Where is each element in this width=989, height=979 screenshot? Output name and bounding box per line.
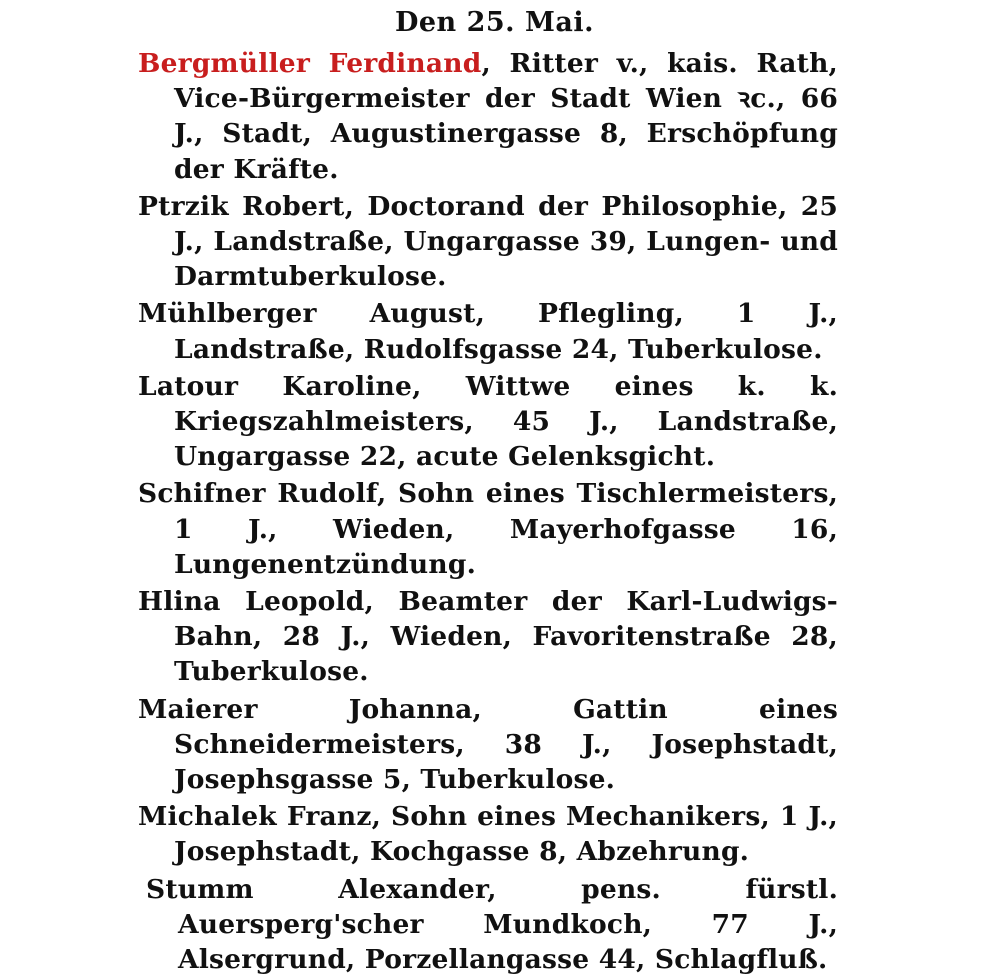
date-heading: Den 25. Mai. xyxy=(394,7,595,38)
entry-details: , Wittwe eines k. k. Kriegszahlmeisters, 45 J., Landstraße, Ungargasse 22, acute Gelenksgicht. xyxy=(174,370,838,473)
deceased-name: Schifner Rudolf xyxy=(138,478,377,510)
death-notice-entry xyxy=(138,369,838,475)
deceased-name: Latour Karoline xyxy=(138,370,413,402)
deceased-name: Hlina Leopold xyxy=(138,586,365,618)
entry-details: , Doctorand der Philosophie, 25 J., Landstraße, Ungargasse 39, Lungen- und Darmtuberkulose. xyxy=(174,190,838,293)
deceased-name: Mühlberger August xyxy=(138,298,476,330)
entry-details: , Sohn eines Tischlermeisters, 1 J., Wieden, Mayerhofgasse 16, Lungenentzündung. xyxy=(174,478,838,580)
deceased-name: Michalek Franz xyxy=(138,801,372,833)
death-notice-entry xyxy=(138,46,838,187)
entry-details: , Gattin eines Schneidermeisters, 38 J., Josephstadt, Josephsgasse 5, Tuberkulose. xyxy=(174,693,838,796)
death-notice-entry xyxy=(138,476,838,582)
deceased-name: Maierer Johanna xyxy=(138,693,473,725)
death-notice-entry xyxy=(138,584,838,690)
deceased-name: Bergmüller Ferdinand xyxy=(138,48,482,79)
entry-details: , Ritter v., kais. Rath, Vice-Bürgermeister der Stadt Wien ꝛc., 66 J., Stadt, Augustinergasse 8, Erschöpfung der Kräfte. xyxy=(174,48,838,185)
death-notice-entry xyxy=(138,692,838,798)
entry-details: , Pflegling, 1 J., Landstraße, Rudolfsgasse 24, Tuberkulose. xyxy=(174,298,838,365)
death-notice-entry xyxy=(138,296,838,366)
entry-details: , Beamter der Karl-Ludwigs-Bahn, 28 J., Wieden, Favoritenstraße 28, Tuberkulose. xyxy=(174,586,839,688)
entry-details: , Sohn eines Mechanikers, 1 J., Josephstadt, Kochgasse 8, Abzehrung. xyxy=(174,801,838,868)
death-notice-entry xyxy=(138,189,838,295)
entry-details: , pens. fürstl. Auersperg'scher Mundkoch, 77 J., Alsergrund, Porzellangasse 44, Schlagfluß. xyxy=(178,873,838,976)
death-notice-entry xyxy=(138,799,838,869)
deceased-name: Ptrzik Robert xyxy=(138,190,345,222)
death-notice-entry xyxy=(138,872,838,978)
deceased-name: Stumm Alexander xyxy=(146,873,488,905)
death-notice-list xyxy=(138,46,838,979)
